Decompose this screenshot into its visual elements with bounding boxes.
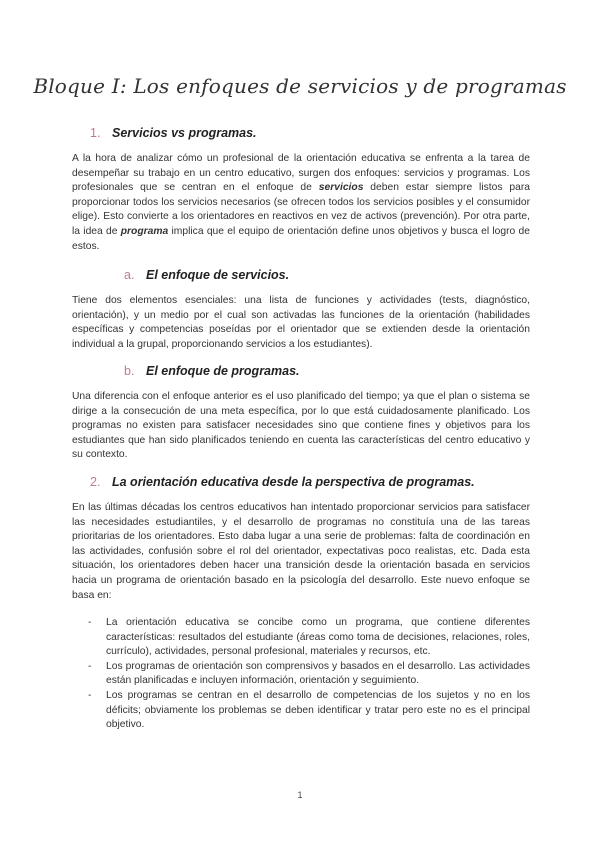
- paragraph-1: [72, 152, 530, 254]
- paragraph-1-part-1: A la hora de analizar cómo un profesional de la orientación educativa se enfrenta a la tarea de desempeñar su trabajo en un centro educativo, surgen dos enfoques: servicios y programas. Los profesionales que se centran en el enfoque de: [72, 153, 530, 194]
- section-2-title: La orientación educativa desde la perspectiva de programas.: [112, 475, 475, 489]
- subsection-b-title: El enfoque de programas.: [146, 364, 300, 378]
- section-1-heading: [90, 126, 257, 140]
- list-item: - Los programas de orientación son comprensivos y basados en el desarrollo. Las actividades están planificadas e incluyen información, orientación y seguimiento.: [88, 660, 530, 689]
- section-2-number: 2.: [90, 475, 101, 489]
- bullet-list: [88, 616, 530, 733]
- list-item: - La orientación educativa se concibe como un programa, que contiene diferentes características: resultados del estudiante (áreas como toma de decisiones, relaciones, roles, currículo), actividades, personal profesional, materiales y recursos, etc.: [88, 616, 530, 660]
- paragraph-2: Tiene dos elementos esenciales: una lista de funciones y actividades (tests, diagnóstico, orientación), y un medio por el cual son activadas las funciones de la orientación (habilidades específicas y competencias poseídas por el orientador que se extienden desde la orientación individual a la grupal, proporcionando servicios a los estudiantes).: [72, 295, 530, 350]
- paragraph-3: Una diferencia con el enfoque anterior es el uso planificado del tiempo; ya que el plan o sistema se dirige a la consecución de una meta específica, por lo que está cuidadosamente planificado. Los programas no existen para satisfacer necesidades sino que contiene fines y objetivos para los estudiantes que han sido planificados teniendo en cuenta las características del centro educativo y su contexto.: [72, 391, 530, 461]
- term-programa: programa: [120, 225, 169, 237]
- list-item: - Los programas se centran en el desarrollo de competencias de los sujetos y no en los déficits; obviamente los problemas se deben identificar y tratar pero este no es el principal objetivo.: [88, 689, 530, 733]
- paragraph-1-part-2: deben estar siempre listos para proporcionar todos los servicios necesarios (se ofrecen todos los servicios posibles y el consumidor elige). Esto convierte a los orientadores en reactivos en vez de activos (prevención). Por otra parte, la idea de: [72, 182, 530, 237]
- subsection-a-heading: [124, 268, 289, 282]
- page-title: Bloque I: Los enfoques de servicios y de programas: [33, 74, 567, 98]
- section-2-heading: [90, 475, 475, 489]
- subsection-b-letter: b.: [124, 364, 135, 378]
- page-number: 1: [297, 790, 303, 800]
- section-1-number: 1.: [90, 126, 101, 140]
- paragraph-4: En las últimas décadas los centros educativos han intentado proporcionar servicios para satisfacer las necesidades estudiantiles, y el desarrollo de programas no constituía una de las tareas prioritarias de los orientadores. Esto daba lugar a una serie de problemas: falta de coordinación en las actividades, confusión sobre el rol del orientador, expectativas poco realistas, etc. Dada esta situación, los orientadores deben hacer una transición desde la orientación basada en servicios hacia un programa de orientación basado en la psicología del desarrollo. Este nuevo enfoque se basa en:: [72, 502, 530, 601]
- subsection-a-letter: a.: [124, 268, 135, 282]
- subsection-a-title: El enfoque de servicios.: [146, 268, 290, 282]
- subsection-b-heading: [124, 364, 300, 378]
- term-servicios: servicios: [318, 182, 364, 194]
- section-1-title: Servicios vs programas.: [112, 126, 257, 140]
- paragraph-1-part-3: implica que el equipo de orientación define unos objetivos y busca el logro de estos.: [72, 225, 530, 252]
